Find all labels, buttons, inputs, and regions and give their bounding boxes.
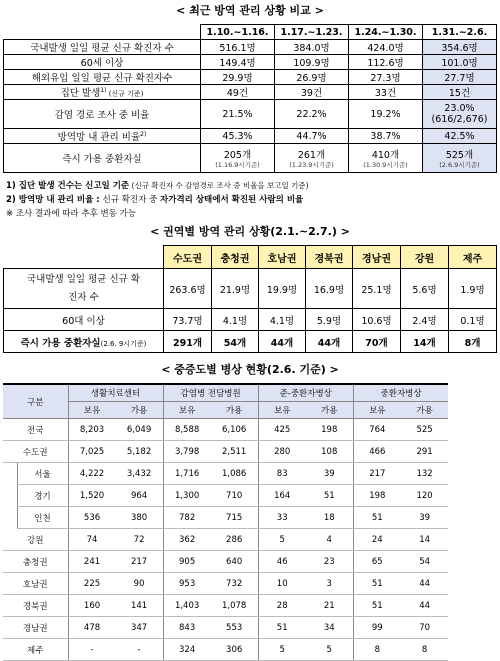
sub-header: 보유 <box>163 402 211 419</box>
cell: 25.1명 <box>353 269 401 309</box>
cell: 90 <box>116 573 164 595</box>
cell: 29.9명 <box>201 70 275 85</box>
cell-value: 525개 <box>445 150 474 161</box>
region-header: 강원 <box>401 246 449 269</box>
table-row <box>3 463 496 485</box>
cell: 5 <box>258 639 306 661</box>
cell: 280 <box>258 441 306 463</box>
row-label: 수도권 <box>3 441 68 463</box>
row-label: 전국 <box>3 419 68 441</box>
cell: 7,025 <box>68 441 116 463</box>
cell: 19.9명 <box>259 269 306 309</box>
group-header: 중환자병상 <box>353 384 448 402</box>
cell: 34 <box>306 617 354 639</box>
row-label: 제주 <box>3 639 68 661</box>
cell <box>423 100 497 129</box>
table-row <box>3 485 496 507</box>
cell: 2,511 <box>211 441 259 463</box>
cell: 263.6명 <box>164 269 212 309</box>
cell: 8 <box>353 639 401 661</box>
cell: 70 <box>401 617 449 639</box>
row-label <box>4 129 201 144</box>
footnote <box>6 207 500 221</box>
table-row <box>4 55 497 70</box>
cell: 141 <box>116 595 164 617</box>
row-label: 60세 이상 <box>4 55 201 70</box>
cell: 120 <box>401 485 449 507</box>
table-row <box>4 85 497 100</box>
cell: 764 <box>353 419 401 441</box>
cell: 1,300 <box>163 485 211 507</box>
footnote-strong: 자가격리 상태에서 확진된 사람의 비율 <box>160 195 304 205</box>
cell: 5,182 <box>116 441 164 463</box>
cell: 843 <box>163 617 211 639</box>
cell: 3,798 <box>163 441 211 463</box>
cell-sub: (1.16.9시기준) <box>215 161 260 169</box>
cell: 70개 <box>353 331 401 353</box>
cell: 1,520 <box>68 485 116 507</box>
table-row <box>4 331 497 353</box>
cell: 4,222 <box>68 463 116 485</box>
region-header: 경남권 <box>353 246 401 269</box>
cell: 45.3% <box>201 129 275 144</box>
cell: 905 <box>163 551 211 573</box>
cell <box>423 144 497 173</box>
cell: 5 <box>306 639 354 661</box>
cell: 640 <box>211 551 259 573</box>
beds-table <box>3 383 496 661</box>
cell: 6,049 <box>116 419 164 441</box>
cell: 1.9명 <box>449 269 497 309</box>
footnote-mark: 2) <box>140 130 147 138</box>
sub-header: 보유 <box>258 402 306 419</box>
group-header: 감염병 전담병원 <box>163 384 258 402</box>
cell: 478 <box>68 617 116 639</box>
sub-header: 보유 <box>353 402 401 419</box>
cell: 536 <box>68 507 116 529</box>
cell: 1,078 <box>211 595 259 617</box>
cell: 291개 <box>164 331 212 353</box>
cell: 160 <box>68 595 116 617</box>
table-row <box>4 129 497 144</box>
cell: - <box>116 639 164 661</box>
cell: 39 <box>401 507 449 529</box>
row-label: 서울 <box>17 463 68 485</box>
cell: 4.1명 <box>212 309 259 331</box>
footnote-strong: 2) 방역망 내 관리 비율 : <box>6 195 103 205</box>
cell: 51 <box>353 595 401 617</box>
cell: 347 <box>116 617 164 639</box>
regional-table <box>3 245 497 353</box>
cell: 19.2% <box>349 100 423 129</box>
cell: 27.7명 <box>423 70 497 85</box>
table-row <box>4 144 497 173</box>
cell: 27.3명 <box>349 70 423 85</box>
cell: 72 <box>116 529 164 551</box>
cell: 39 <box>306 463 354 485</box>
table-row <box>3 507 496 529</box>
cell-sub: (1.30.9시기준) <box>363 161 408 169</box>
cell <box>349 144 423 173</box>
cell: 38.7% <box>349 129 423 144</box>
cell: 73.7명 <box>164 309 212 331</box>
cell: 354.6명 <box>423 40 497 55</box>
row-label: 인천 <box>17 507 68 529</box>
sub-header: 가용 <box>211 402 259 419</box>
table-row <box>3 551 496 573</box>
cell: 380 <box>116 507 164 529</box>
region-header: 수도권 <box>164 246 212 269</box>
cell: 99 <box>353 617 401 639</box>
cell: 46 <box>258 551 306 573</box>
cell: 291 <box>401 441 449 463</box>
cell: 4 <box>306 529 354 551</box>
sub-header: 보유 <box>68 402 116 419</box>
cell: 54개 <box>212 331 259 353</box>
cell: 44개 <box>306 331 353 353</box>
cell-value: 410개 <box>371 150 400 161</box>
table-row <box>4 40 497 55</box>
footnote-text: 신규 확진자 중 <box>102 195 161 205</box>
row-label: 감염 경로 조사 중 비율 <box>4 100 201 129</box>
cell <box>201 144 275 173</box>
cell: 2.4명 <box>401 309 449 331</box>
cell-value: 205개 <box>223 150 252 161</box>
row-label-sub: (신규 기준) <box>106 90 144 98</box>
row-label: 경북권 <box>3 595 68 617</box>
cell: 28 <box>258 595 306 617</box>
row-label-text: 즉시 가용 중환자실 <box>20 337 101 349</box>
cell: 10 <box>258 573 306 595</box>
period-header: 1.24.~1.30. <box>349 25 423 40</box>
cell: 51 <box>353 507 401 529</box>
row-label: 해외유입 일일 평균 신규 확진자수 <box>4 70 201 85</box>
cell: 44.7% <box>275 129 349 144</box>
cell: 3 <box>306 573 354 595</box>
row-label-sub: (2.6. 9시기준) <box>100 339 147 348</box>
cell-sub: (616/2,676) <box>431 114 488 125</box>
row-label: 충청권 <box>3 551 68 573</box>
cell: 466 <box>353 441 401 463</box>
cell: 217 <box>116 551 164 573</box>
region-header: 경북권 <box>306 246 353 269</box>
sub-header: 가용 <box>116 402 164 419</box>
row-label: 국내발생 일일 평균 신규 확진자 수 <box>4 40 201 55</box>
table-row <box>3 441 496 463</box>
cell: 6,106 <box>211 419 259 441</box>
table-row <box>3 617 496 639</box>
table-row <box>4 309 497 331</box>
table-row <box>3 595 496 617</box>
region-header: 충청권 <box>212 246 259 269</box>
cell: 149.4명 <box>201 55 275 70</box>
cell: 953 <box>163 573 211 595</box>
table-row <box>3 639 496 661</box>
cell <box>275 144 349 173</box>
cell: 18 <box>306 507 354 529</box>
cell: 384.0명 <box>275 40 349 55</box>
cell: 108 <box>306 441 354 463</box>
cell: 425 <box>258 419 306 441</box>
region-header: 호남권 <box>259 246 306 269</box>
cell: 1,403 <box>163 595 211 617</box>
region-header: 제주 <box>449 246 497 269</box>
group-header: 준-중환자병상 <box>258 384 353 402</box>
cell: 225 <box>68 573 116 595</box>
cell: 24 <box>353 529 401 551</box>
cell: 23 <box>306 551 354 573</box>
footnote-strong: 1) 집단 발생 건수는 신고일 기준 <box>6 181 130 191</box>
cell: 362 <box>163 529 211 551</box>
cell: 241 <box>68 551 116 573</box>
recent-comparison-table <box>3 24 497 173</box>
cell: 51 <box>306 485 354 507</box>
table-row <box>4 100 497 129</box>
cell-sub: (2.6.9시기준) <box>439 161 480 169</box>
cell-value: 23.0% <box>444 103 475 114</box>
cell: 83 <box>258 463 306 485</box>
cell: 54 <box>401 551 449 573</box>
row-label: 즉시 가용 중환자실 <box>4 144 201 173</box>
cell: 8,203 <box>68 419 116 441</box>
footnote-mark: 1) <box>100 86 107 94</box>
cell: 217 <box>353 463 401 485</box>
cell: 42.5% <box>423 129 497 144</box>
section-title-recent-comparison: < 최근 방역 관리 상황 비교 > <box>176 4 324 17</box>
cell: - <box>68 639 116 661</box>
cell: 44 <box>401 573 449 595</box>
cell: 5.6명 <box>401 269 449 309</box>
cell: 8,588 <box>163 419 211 441</box>
row-label: 국내발생 일일 평균 신규 확진자 수 <box>4 269 164 309</box>
table-row <box>4 269 497 309</box>
cell: 51 <box>353 573 401 595</box>
cell: 306 <box>211 639 259 661</box>
cell: 3,432 <box>116 463 164 485</box>
indent-spacer <box>3 485 17 507</box>
cell: 21 <box>306 595 354 617</box>
row-label <box>4 331 164 353</box>
cell: 33건 <box>349 85 423 100</box>
cell: 15건 <box>423 85 497 100</box>
cell: 198 <box>306 419 354 441</box>
cell: 44 <box>401 595 449 617</box>
cell: 39건 <box>275 85 349 100</box>
cell: 4.1명 <box>259 309 306 331</box>
cell: 21.9명 <box>212 269 259 309</box>
cell: 715 <box>211 507 259 529</box>
section-title-beds: < 중증도별 병상 현황(2.6. 기준) > <box>161 363 339 376</box>
cell: 324 <box>163 639 211 661</box>
indent-spacer <box>3 463 17 485</box>
cell: 964 <box>116 485 164 507</box>
footnote-text: (신규 확진자 수 감염경로 조사 중 비율을 보고일 기준) <box>129 181 309 190</box>
cell: 8개 <box>449 331 497 353</box>
sub-header: 가용 <box>306 402 354 419</box>
cell: 8 <box>401 639 449 661</box>
cell: 424.0명 <box>349 40 423 55</box>
cell-value: 261개 <box>297 150 326 161</box>
cell: 74 <box>68 529 116 551</box>
cell: 286 <box>211 529 259 551</box>
period-header: 1.31.~2.6. <box>423 25 497 40</box>
row-label <box>4 85 201 100</box>
cell: 49건 <box>201 85 275 100</box>
footnote <box>6 179 500 193</box>
cell: 21.5% <box>201 100 275 129</box>
table-row <box>3 419 496 441</box>
cell: 198 <box>353 485 401 507</box>
period-header: 1.17.~1.23. <box>275 25 349 40</box>
period-header: 1.10.~1.16. <box>201 25 275 40</box>
cell: 525 <box>401 419 449 441</box>
group-header: 생활치료센터 <box>68 384 163 402</box>
cell: 1,716 <box>163 463 211 485</box>
cell: 44개 <box>259 331 306 353</box>
row-label: 60대 이상 <box>4 309 164 331</box>
cell: 164 <box>258 485 306 507</box>
cell: 26.9명 <box>275 70 349 85</box>
row-label: 경남권 <box>3 617 68 639</box>
cell: 65 <box>353 551 401 573</box>
cell: 0.1명 <box>449 309 497 331</box>
cell: 10.6명 <box>353 309 401 331</box>
row-label: 경기 <box>17 485 68 507</box>
table-row <box>4 70 497 85</box>
sub-header: 가용 <box>401 402 449 419</box>
row-label: 호남권 <box>3 573 68 595</box>
cell: 516.1명 <box>201 40 275 55</box>
footnote <box>6 193 500 207</box>
cell: 112.6명 <box>349 55 423 70</box>
cell: 732 <box>211 573 259 595</box>
cell: 22.2% <box>275 100 349 129</box>
cell: 1,086 <box>211 463 259 485</box>
cell: 16.9명 <box>306 269 353 309</box>
row-label: 강원 <box>3 529 68 551</box>
section-title-regional: < 권역별 방역 관리 상황(2.1.~2.7.) > <box>150 225 350 238</box>
footnotes <box>0 179 500 221</box>
cell: 710 <box>211 485 259 507</box>
cell: 51 <box>258 617 306 639</box>
cell-sub: (1.23.9시기준) <box>289 161 334 169</box>
table-row <box>3 529 496 551</box>
table-row <box>3 573 496 595</box>
cell: 14 <box>401 529 449 551</box>
row-label-text: 집단 발생 <box>60 88 101 99</box>
cell: 5.9명 <box>306 309 353 331</box>
cell: 5 <box>258 529 306 551</box>
cell: 33 <box>258 507 306 529</box>
cell: 132 <box>401 463 449 485</box>
cell: 14개 <box>401 331 449 353</box>
corner-header: 구분 <box>3 384 68 419</box>
cell: 101.0명 <box>423 55 497 70</box>
cell: 553 <box>211 617 259 639</box>
cell: 109.9명 <box>275 55 349 70</box>
cell: 782 <box>163 507 211 529</box>
row-label-text: 방역망 내 관리 비율 <box>57 132 141 143</box>
footnote-text: ※ 조사 결과에 따라 추후 변동 가능 <box>6 209 137 219</box>
indent-spacer <box>3 507 17 529</box>
